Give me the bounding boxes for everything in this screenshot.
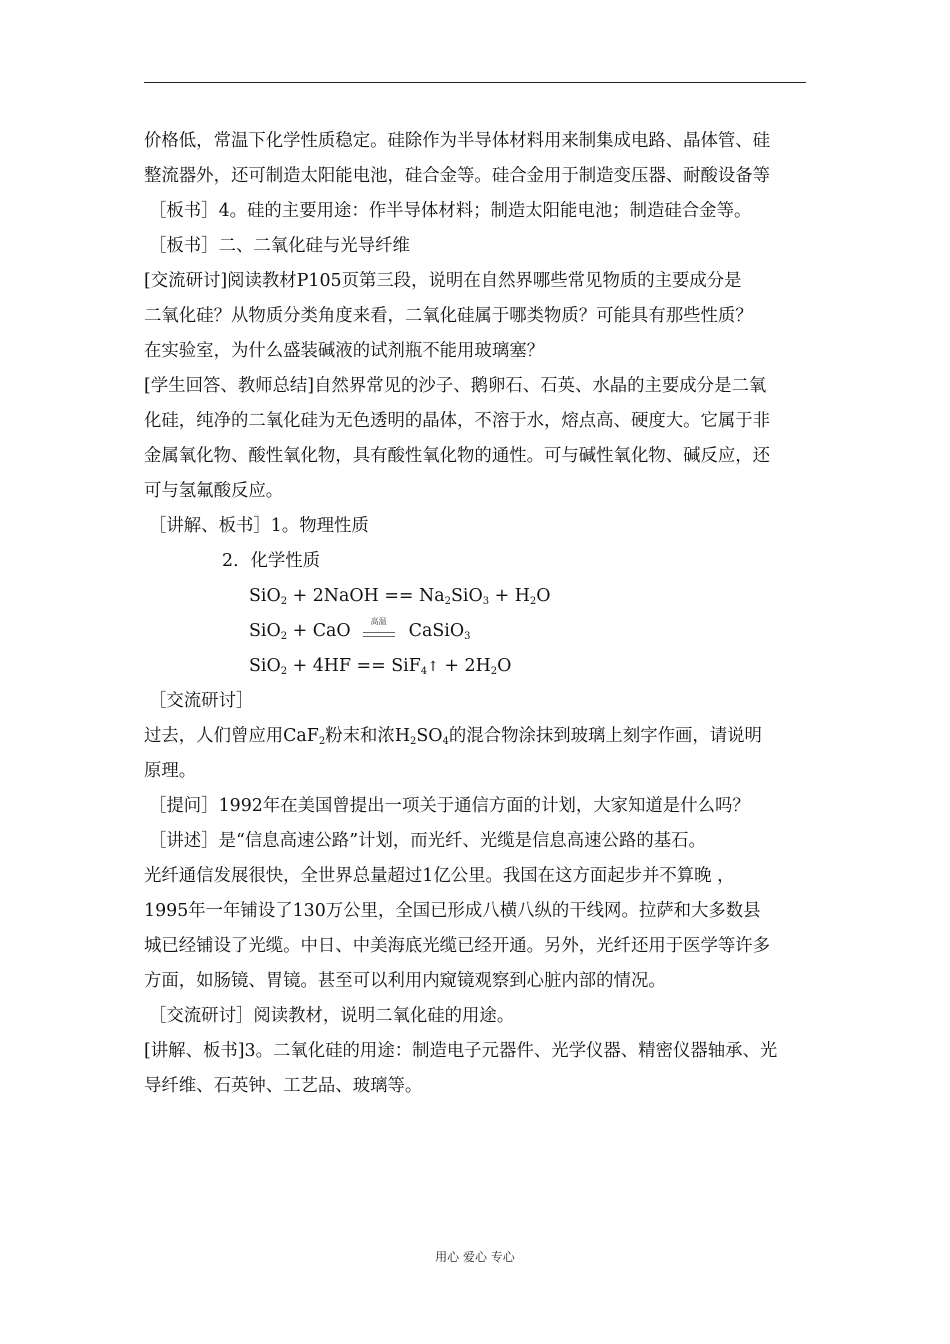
text-line: ［交流研讨］ (149, 691, 254, 711)
document-body (144, 124, 814, 1104)
text-line: 二氧化硅？从物质分类角度来看，二氧化硅属于哪类物质？可能具有那些性质？ (144, 306, 753, 326)
text-line: 整流器外，还可制造太阳能电池，硅合金等。硅合金用于制造变压器、耐酸设备等 (144, 166, 771, 186)
text-line: 在实验室，为什么盛装碱液的试剂瓶不能用玻璃塞？ (144, 341, 544, 361)
text-line: 可与氢氟酸反应。 (144, 481, 284, 501)
text-line: 城已经铺设了光缆。中日、中美海底光缆已经开通。另外，光纤还用于医学等许多 (144, 936, 771, 956)
text-line: 过去，人们曾应用CaF$_2$粉末和浓$H_2SO_4$的混合物涂抹到玻璃上刻字作画，请说明 (144, 726, 762, 747)
text-line: 光纤通信发展很快，全世界总量超过1亿公里。我国在这方面起步并不算晚 ， (144, 866, 735, 886)
text-line: ［讲解、板书］1。物理性质 (149, 516, 369, 536)
text-line: 化硅，纯净的二氧化硅为无色透明的晶体，不溶于水，熔点高、硬度大。它属于非 (144, 411, 771, 431)
page-footer: 用心 爱心 专心 (435, 1250, 515, 1264)
text-line: ［板书］二、二氧化硅与光导纤维 (149, 236, 410, 256)
text-line: 导纤维、石英钟、工艺品、玻璃等。 (144, 1076, 423, 1096)
gas-arrow-icon: ↑ (427, 659, 439, 675)
reaction-condition: 高温 (361, 622, 405, 642)
equation-naoh: SiO$_2$ + 2NaOH == $Na_2SiO_3 + H_2O$ (249, 586, 551, 607)
text-line: [讲解、板书]3。二氧化硅的用途：制造电子元器件、光学仪器、精密仪器轴承、光 (144, 1041, 778, 1061)
equation-hf: SiO$_2$ + 4HF == SiF$_4$↑ + $2H_2O$ (249, 656, 512, 677)
text-line: ［板书］4。硅的主要用途：作半导体材料；制造太阳能电池；制造硅合金等。 (149, 201, 752, 221)
text-line: [交流研讨]阅读教材P105页第三段，说明在自然界哪些常见物质的主要成分是 (144, 271, 742, 291)
text-line: 2．化学性质 (222, 551, 321, 571)
text-line: ［交流研讨］阅读教材，说明二氧化硅的用途。 (149, 1006, 515, 1026)
text-line: 原理。 (144, 761, 197, 781)
text-line: 方面，如肠镜、胃镜。甚至可以利用内窥镜观察到心脏内部的情况。 (144, 971, 666, 991)
text-line: ［提问］1992年在美国曾提出一项关于通信方面的计划，大家知道是什么吗？ (149, 796, 750, 816)
text-line: 金属氧化物、酸性氧化物，具有酸性氧化物的通性。可与碱性氧化物、碱反应，还 (144, 446, 771, 466)
header-rule (144, 82, 806, 83)
text-line: ［讲述］是“信息高速公路”计划，而光纤、光缆是信息高速公路的基石。 (149, 831, 706, 851)
text-line: [学生回答、教师总结]自然界常见的沙子、鹅卵石、石英、水晶的主要成分是二氧 (144, 376, 767, 396)
equation-cao: SiO$_2$ + CaO 高温 CaSiO$_3$ (249, 616, 471, 642)
text-line: 1995年一年铺设了130万公里，全国已形成八横八纵的干线网。拉萨和大多数县 (144, 901, 761, 921)
text-line: 价格低，常温下化学性质稳定。硅除作为半导体材料用来制集成电路、晶体管、硅 (144, 131, 771, 151)
